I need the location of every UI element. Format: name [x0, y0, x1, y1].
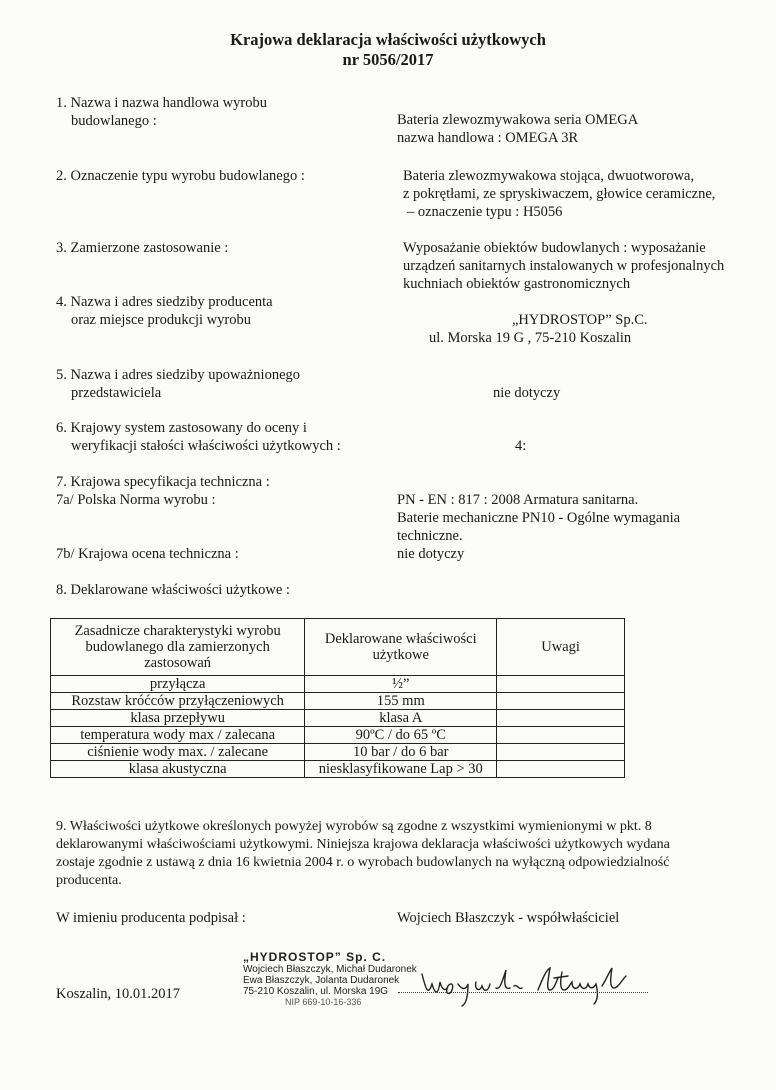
section-1-label-cont: budowlanego :: [71, 113, 157, 129]
section-7-label: 7. Krajowa specyfikacja techniczna :: [56, 474, 270, 490]
section-5-label-cont: przedstawiciela: [71, 385, 162, 401]
section-7a-value-cont2: techniczne.: [397, 528, 463, 544]
section-7b-label: 7b/ Krajowa ocena techniczna :: [56, 546, 239, 562]
characteristic-cell: klasa przepływu: [51, 710, 305, 727]
section-4-address: ul. Morska 19 G , 75-210 Koszalin: [429, 330, 632, 346]
section-9-text-cont3: producenta.: [56, 873, 122, 888]
section-8-label: 8. Deklarowane właściwości użytkowe :: [56, 582, 290, 598]
section-7a-value-cont: Baterie mechaniczne PN10 - Ogólne wymagania: [397, 510, 681, 526]
value-cell: 155 mm: [305, 693, 497, 710]
notes-cell: [497, 710, 625, 727]
section-3-value: Wyposażanie obiektów budowlanych : wyposażanie: [403, 240, 706, 256]
section-5-label: 5. Nazwa i adres siedziby upoważnionego: [56, 367, 301, 383]
section-1-value: Bateria zlewozmywakowa seria OMEGA: [397, 112, 639, 128]
notes-cell: [497, 693, 625, 710]
characteristic-cell: klasa akustyczna: [51, 761, 305, 778]
section-6-label-cont: weryfikacji stałości właściwości użytkowych :: [71, 438, 341, 454]
header-declared-properties: Deklarowane właściwości użytkowe: [305, 619, 497, 676]
notes-cell: [497, 676, 625, 693]
section-4-company: „HYDROSTOP” Sp.C.: [512, 312, 648, 328]
document-number: nr 5056/2017: [342, 50, 434, 69]
value-cell: niesklasyfikowane Lap > 30: [305, 761, 497, 778]
table-row: [51, 693, 625, 710]
section-4-label: 4. Nazwa i adres siedziby producenta: [56, 294, 273, 310]
section-2-value-cont: z pokrętłami, ze spryskiwaczem, głowice ceramiczne,: [403, 186, 716, 202]
table-row: [51, 761, 625, 778]
table-row: [51, 710, 625, 727]
company-stamp: „HYDROSTOP” Sp. C. Wojciech Błaszczyk, Michał Dudaronek Ewa Błaszczyk, Jolanta Dudaronek 75-210 Koszalin, ul. Morska 19G NIP 669-10-16-336: [243, 950, 417, 1007]
signed-by-label: W imieniu producenta podpisał :: [56, 910, 246, 926]
value-cell: 10 bar / do 6 bar: [305, 744, 497, 761]
section-9-text: 9. Właściwości użytkowe określonych powyżej wyrobów są zgodne z wszystkimi wymienionymi w pkt. 8: [56, 819, 652, 834]
section-2-value: Bateria zlewozmywakowa stojąca, dwuotworowa,: [403, 168, 695, 184]
section-7b-value: nie dotyczy: [397, 546, 465, 562]
value-cell: ½”: [305, 676, 497, 693]
section-1-label: 1. Nazwa i nazwa handlowa wyrobu: [56, 95, 267, 111]
characteristic-cell: przyłącza: [51, 676, 305, 693]
header-notes: Uwagi: [497, 619, 625, 676]
notes-cell: [497, 761, 625, 778]
value-cell: klasa A: [305, 710, 497, 727]
section-5-value: nie dotyczy: [493, 385, 561, 401]
section-6-label: 6. Krajowy system zastosowany do oceny i: [56, 420, 307, 436]
properties-table: [50, 618, 625, 778]
header-characteristics: Zasadnicze charakterystyki wyrobu budowlanego dla zamierzonych zastosowań: [51, 619, 305, 676]
notes-cell: [497, 727, 625, 744]
table-row: [51, 744, 625, 761]
section-9-text-cont2: zostaje zgodnie z ustawą z dnia 16 kwietnia 2004 r. o wyrobach budowlanych na wyłączną odpowiedzialność: [56, 855, 670, 870]
signature-line: [398, 992, 648, 993]
notes-cell: [497, 744, 625, 761]
table-header-row: [51, 619, 625, 676]
section-3-value-cont: urządzeń sanitarnych instalowanych w profesjonalnych: [403, 258, 725, 274]
table-row: [51, 676, 625, 693]
value-cell: 90ºC / do 65 ºC: [305, 727, 497, 744]
section-6-value: 4:: [515, 438, 527, 454]
section-9-text-cont: deklarowanymi właściwościami użytkowymi. Niniejsza krajowa deklaracja właściwości użytkowych wydana: [56, 837, 670, 852]
section-3-value-cont2: kuchniach obiektów gastronomicznych: [403, 276, 631, 292]
document-title: Krajowa deklaracja właściwości użytkowych: [230, 30, 546, 49]
section-7a-label: 7a/ Polska Norma wyrobu :: [56, 492, 216, 508]
section-2-type: – oznaczenie typu : H5056: [407, 204, 563, 220]
section-7a-value: PN - EN : 817 : 2008 Armatura sanitarna.: [397, 492, 639, 508]
section-2-label: 2. Oznaczenie typu wyrobu budowlanego :: [56, 168, 305, 184]
place-date: Koszalin, 10.01.2017: [56, 986, 181, 1002]
section-4-label-cont: oraz miejsce produkcji wyrobu: [71, 312, 251, 328]
characteristic-cell: ciśnienie wody max. / zalecane: [51, 744, 305, 761]
handwritten-signature: [418, 960, 658, 1008]
table-row: [51, 727, 625, 744]
characteristic-cell: Rozstaw króćców przyłączeniowych: [51, 693, 305, 710]
signer-name: Wojciech Błaszczyk - współwłaściciel: [397, 910, 620, 926]
characteristic-cell: temperatura wody max / zalecana: [51, 727, 305, 744]
section-3-label: 3. Zamierzone zastosowanie :: [56, 240, 229, 256]
section-1-value-cont: nazwa handlowa : OMEGA 3R: [397, 130, 579, 146]
